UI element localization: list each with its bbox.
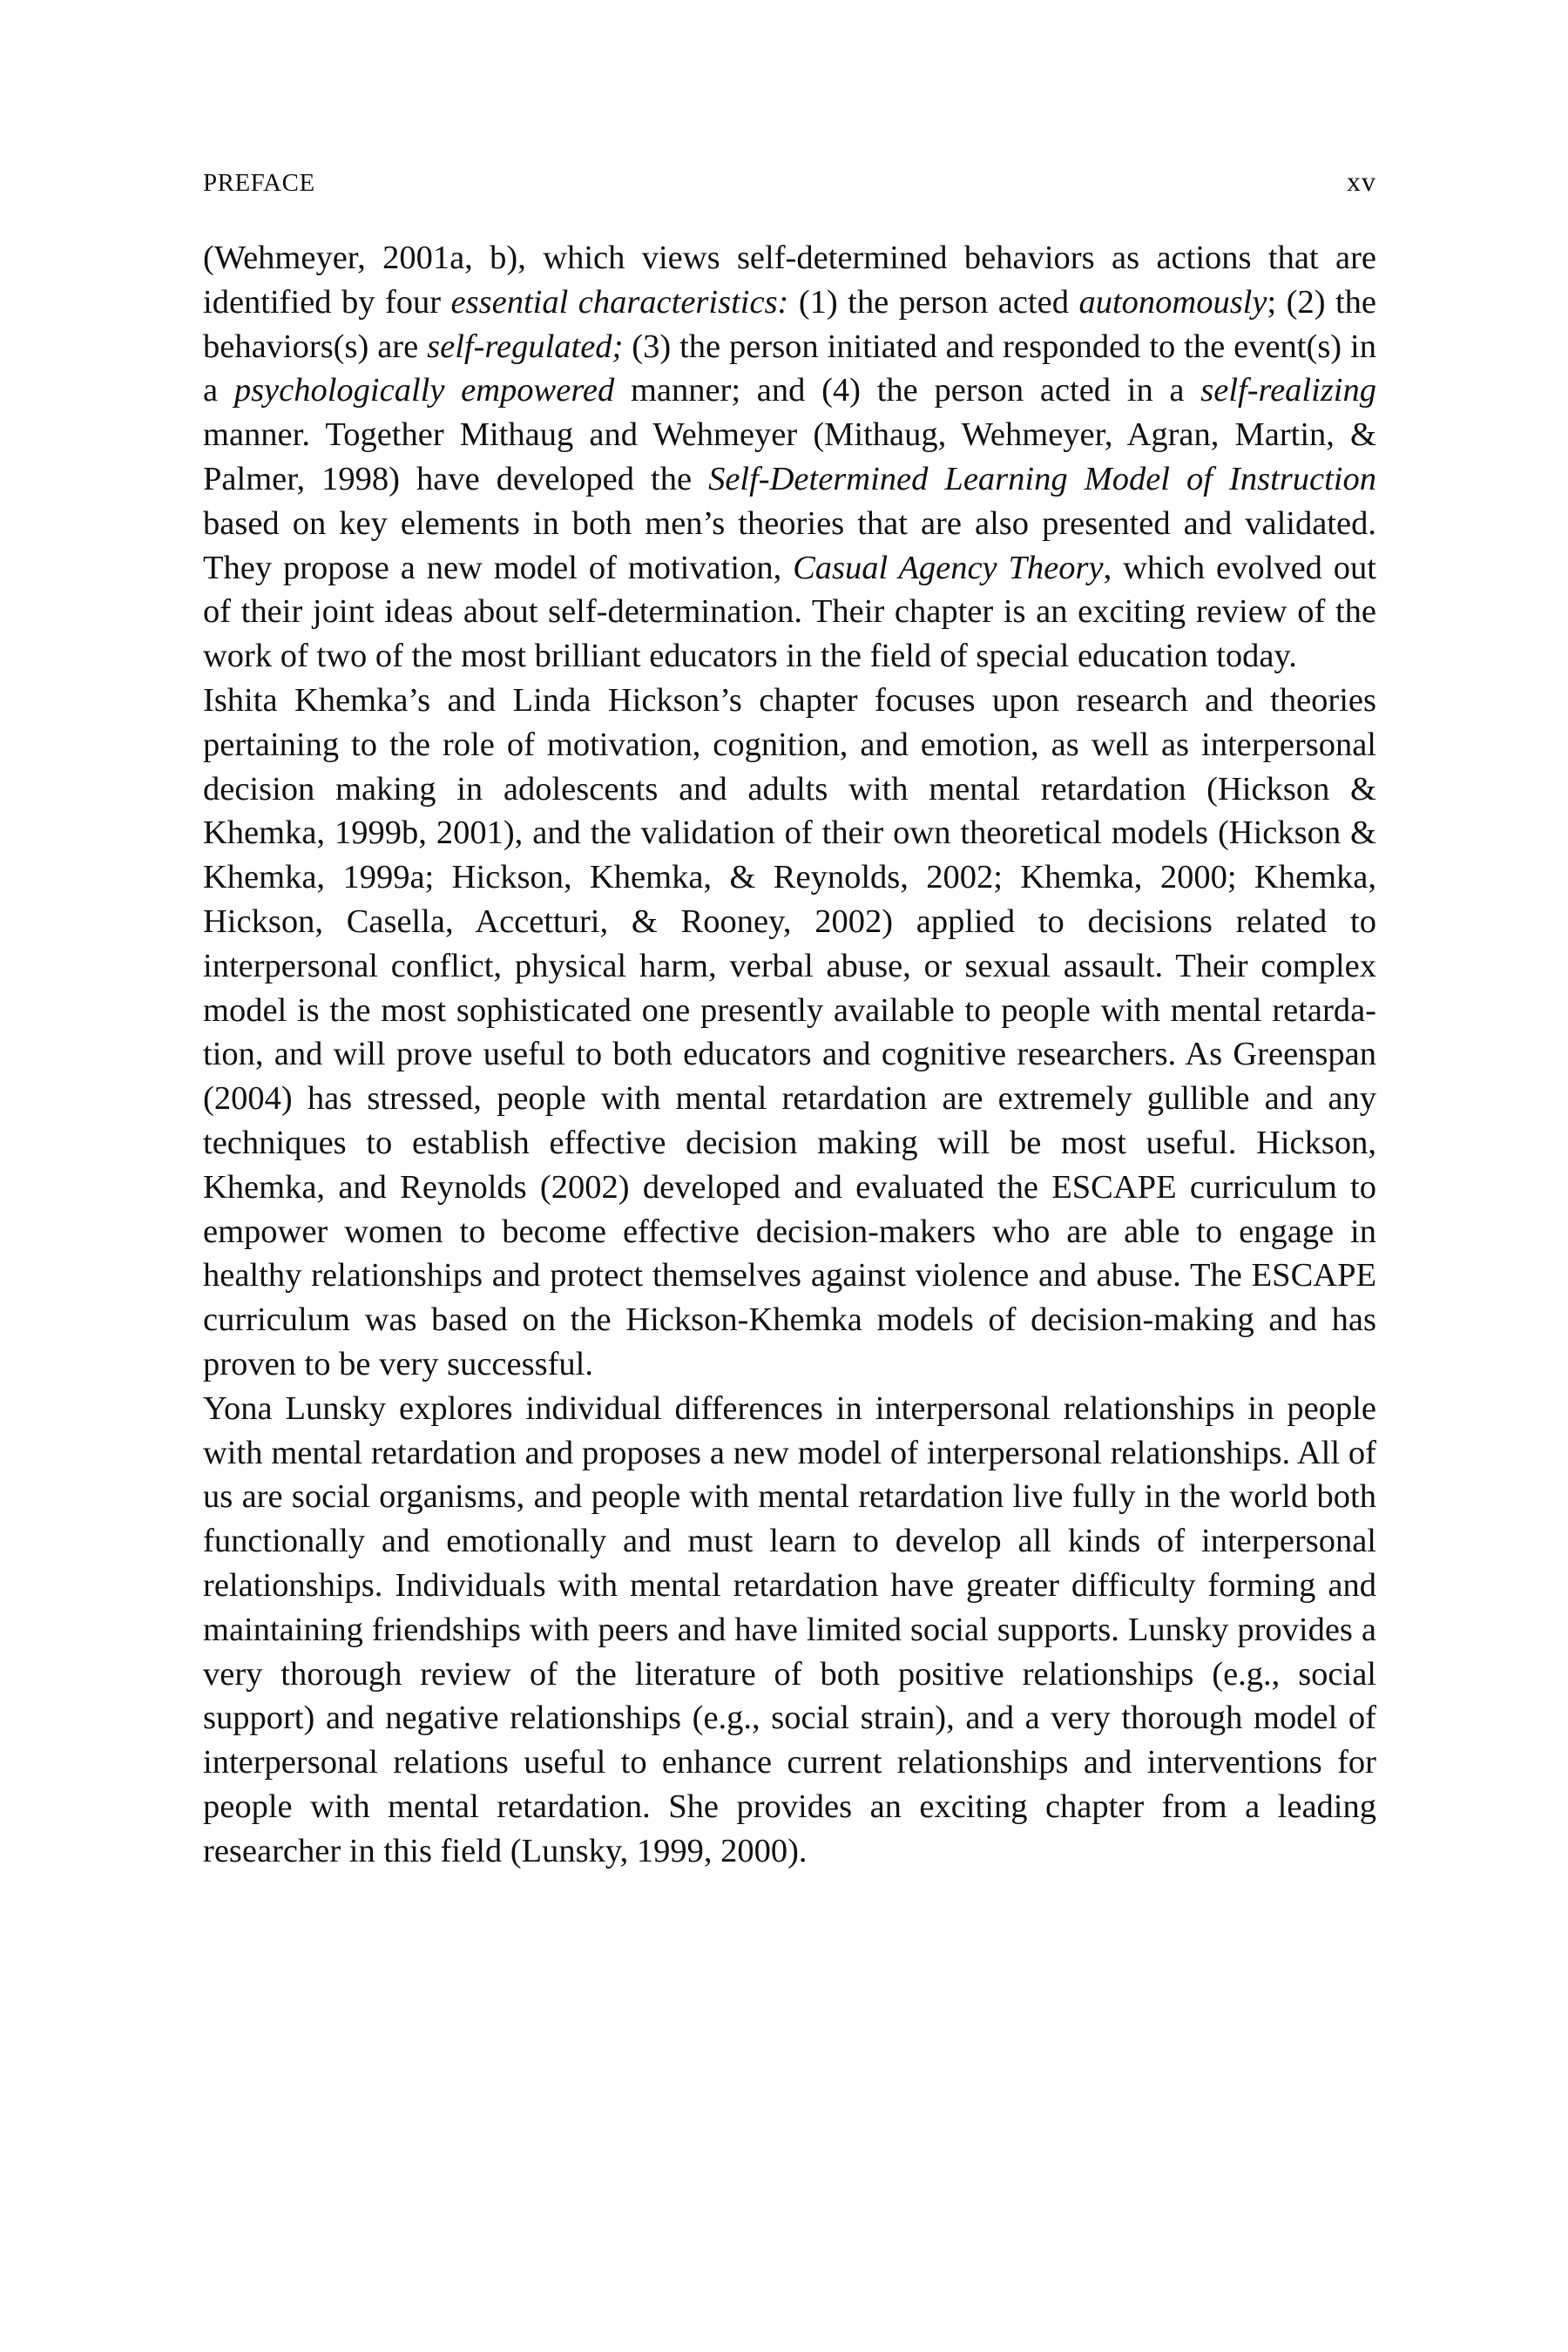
paragraph-1 (203, 236, 1376, 679)
paragraph-3 (203, 1387, 1376, 1874)
italic-run: Casual Agency Theory (793, 549, 1104, 586)
running-head (203, 166, 1376, 198)
text-run: , which evolved out of their joint ideas about self-determination. Their chapter is an exciting review of the work of two of the most brilliant educators in the field of special education today. (203, 549, 1376, 675)
text-run: (3) the person initiated and responded to the event(s) in a (203, 328, 1376, 409)
italic-run: self-realizing (1200, 372, 1376, 409)
italic-run: Self-Determined Learning Model of Instruction (708, 460, 1376, 497)
body-text (203, 236, 1376, 1873)
page-number: xv (1347, 166, 1376, 197)
italic-run: autonomously (1078, 283, 1267, 321)
book-page (203, 166, 1376, 1873)
text-run: manner. Together Mithaug and Wehmeyer (Mithaug, Wehmeyer, Agran, Martin, & Palmer, 1998) have developed the (203, 416, 1376, 497)
section-title: PREFACE (203, 169, 315, 197)
text-run: Ishita Khemka’s and Linda Hickson’s chapter focuses upon research and theories pertaining to the role of motivation, cognition, and emotion, as well as interpersonal decision making in adolescents and adults with mental retardation (Hickson & Khemka, 1999b, 2001), and the validation of their own theoretical models (Hickson & Khemka, 1999a; Hickson, Khemka, & Reynolds, 2002; Khemka, 2000; Khemka, Hickson, Casella, Accetturi, & Rooney, 2002) applied to decisions related to interpersonal conflict, physical harm, verbal abuse, or sexual assault. Their complex model is the most sophisticated one presently available to people with mental retardation, and will prove useful to both educators and cognitive researchers. As Greenspan (2004) has stressed, people with mental retardation are extremely gullible and any techniques to establish effective decision making will be most useful. Hickson, Khemka, and Reynolds (2002) developed and evaluated the ESCAPE curriculum to empower women to become effective decision-makers who are able to engage in healthy relationships and protect themselves against violence and abuse. The ESCAPE curriculum was based on the Hickson-Khemka models of decision-making and has proven to be very successful. (203, 681, 1376, 1382)
text-run: (Wehmeyer, 2001a, b), which views self-determined behaviors as actions that are identified by four (203, 240, 1376, 321)
text-run: based on key elements in both men’s theories that are also presented and validated. They propose a new model of motivation, (203, 504, 1376, 586)
italic-run: self-regulated; (427, 328, 624, 365)
italic-run: essential characteristics: (450, 283, 789, 321)
text-run: manner; and (4) the person acted in a (614, 372, 1201, 409)
italic-run: psychologically empowered (233, 372, 615, 409)
text-run: ; (2) the behaviors(s) are (203, 283, 1377, 365)
text-run: (1) the person acted (788, 283, 1079, 321)
paragraph-2 (203, 679, 1376, 1387)
text-run: Yona Lunsky explores individual differences in interpersonal relationships in people with mental retardation and proposes a new model of interpersonal relationships. All of us are social organisms, and people with mental retardation live fully in the world both functionally and emotionally and must learn to develop all kinds of interpersonal relationships. Individuals with mental retardation have greater difficulty forming and maintaining friendships with peers and have limited social supports. Lunsky provides a very thorough review of the literature of both positive relationships (e.g., social support) and negative relationships (e.g., social strain), and a very thorough model of interpersonal relations useful to enhance current relationships and interventions for people with mental retardation. She provides an exciting chapter from a leading researcher in this field (Lunsky, 1999, 2000). (203, 1389, 1376, 1869)
